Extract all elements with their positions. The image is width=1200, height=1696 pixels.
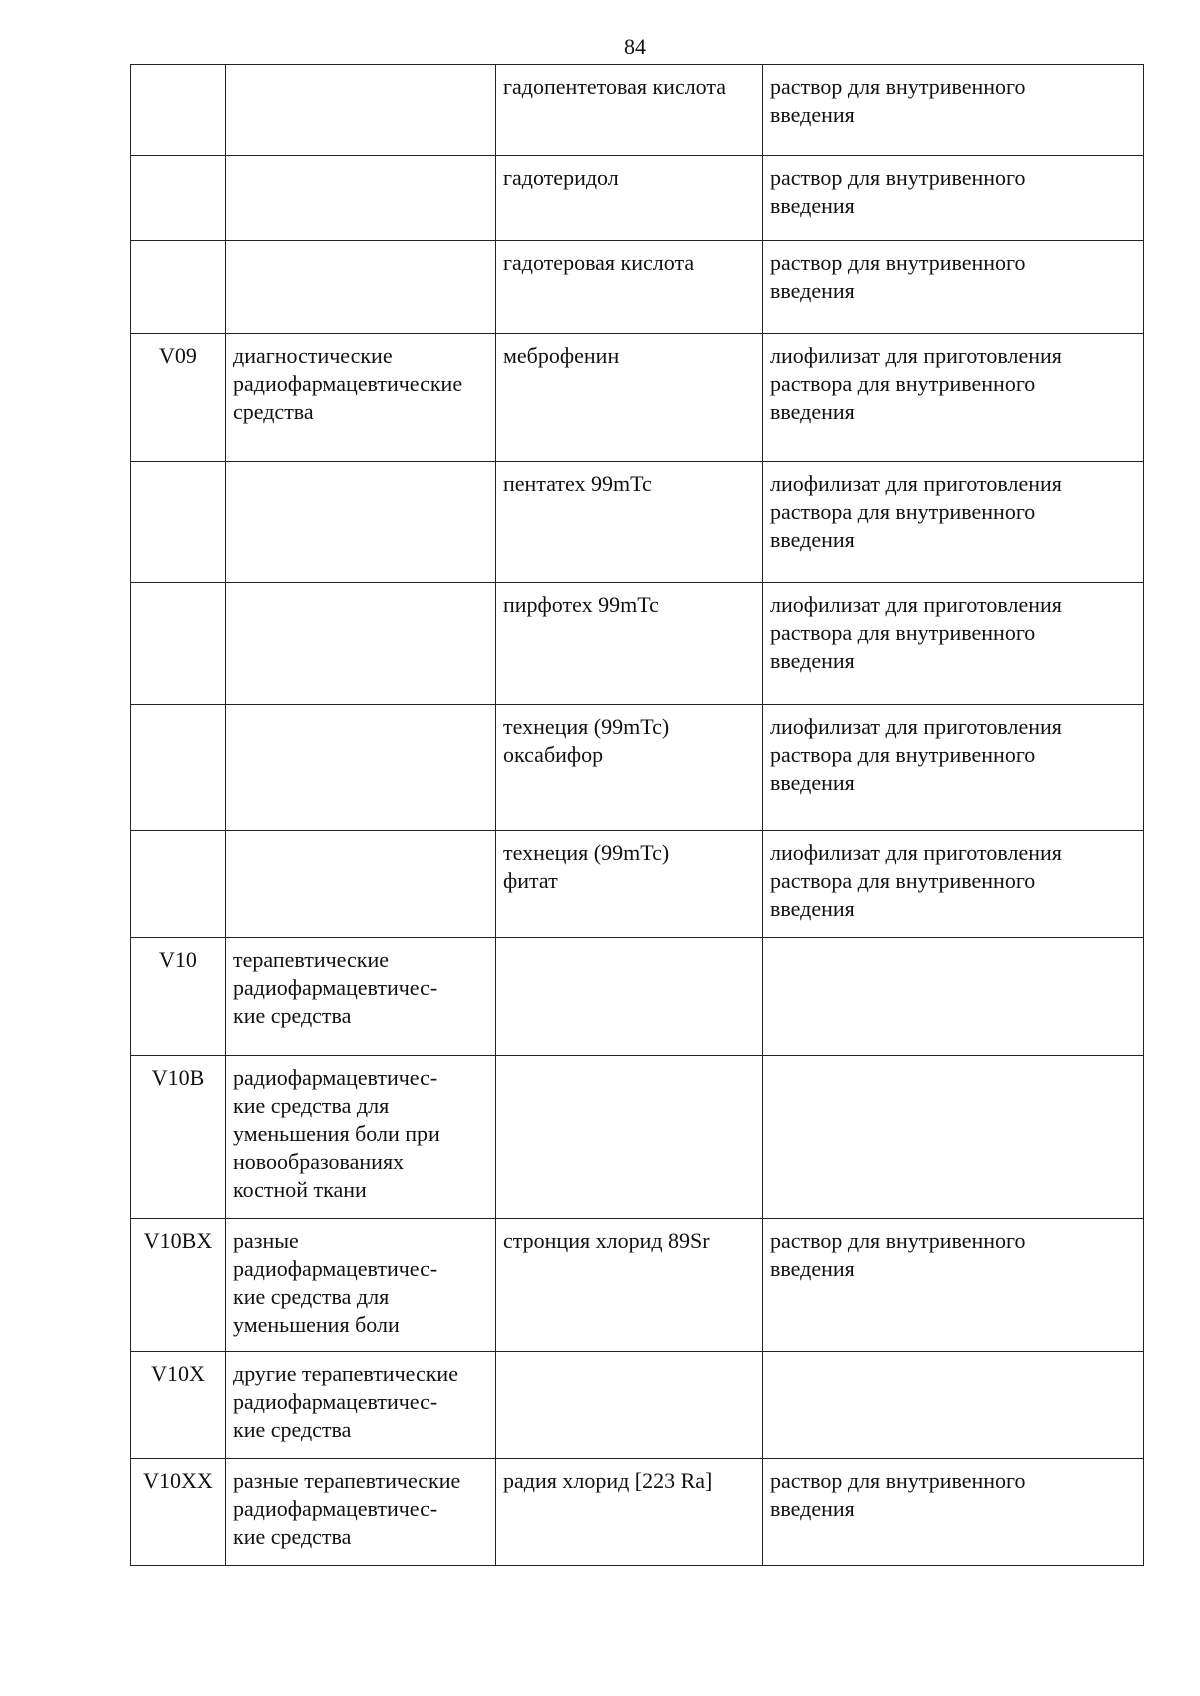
drug-name-cell: технеция (99mTc) фитат bbox=[496, 831, 763, 938]
group-cell bbox=[226, 705, 496, 831]
group-cell bbox=[226, 241, 496, 334]
atc-code-cell bbox=[131, 705, 226, 831]
table-row bbox=[131, 1459, 1144, 1566]
atc-code-cell bbox=[131, 241, 226, 334]
group-cell bbox=[226, 462, 496, 583]
table-row bbox=[131, 241, 1144, 334]
group-cell: другие терапевтические радиофармацевтичес- кие средства bbox=[226, 1352, 496, 1459]
dosage-form-cell: лиофилизат для приготовления раствора для внутривенного введения bbox=[763, 334, 1144, 462]
drug-name-cell bbox=[496, 1056, 763, 1219]
table-row bbox=[131, 1056, 1144, 1219]
group-cell: радиофармацевтичес- кие средства для уменьшения боли при новообразованиях костной ткани bbox=[226, 1056, 496, 1219]
atc-code-cell: V10X bbox=[131, 1352, 226, 1459]
table-row bbox=[131, 334, 1144, 462]
group-cell bbox=[226, 156, 496, 241]
dosage-form-cell: раствор для внутривенного введения bbox=[763, 65, 1144, 156]
dosage-form-cell: раствор для внутривенного введения bbox=[763, 156, 1144, 241]
atc-code-cell: V10XX bbox=[131, 1459, 226, 1566]
group-cell bbox=[226, 831, 496, 938]
atc-code-cell: V09 bbox=[131, 334, 226, 462]
atc-code-cell bbox=[131, 831, 226, 938]
drug-name-cell bbox=[496, 938, 763, 1056]
table-row bbox=[131, 156, 1144, 241]
atc-code-cell: V10BX bbox=[131, 1219, 226, 1352]
dosage-form-cell: лиофилизат для приготовления раствора для внутривенного введения bbox=[763, 462, 1144, 583]
group-cell: терапевтические радиофармацевтичес- кие средства bbox=[226, 938, 496, 1056]
group-cell: разные радиофармацевтичес- кие средства для уменьшения боли bbox=[226, 1219, 496, 1352]
drug-table bbox=[130, 64, 1144, 1566]
table-row bbox=[131, 831, 1144, 938]
drug-name-cell: меброфенин bbox=[496, 334, 763, 462]
page-number: 84 bbox=[624, 34, 646, 59]
dosage-form-cell: лиофилизат для приготовления раствора для внутривенного введения bbox=[763, 583, 1144, 705]
drug-name-cell: технеция (99mTc) оксабифор bbox=[496, 705, 763, 831]
dosage-form-cell: лиофилизат для приготовления раствора для внутривенного введения bbox=[763, 831, 1144, 938]
dosage-form-cell bbox=[763, 938, 1144, 1056]
atc-code-cell bbox=[131, 156, 226, 241]
drug-name-cell: пентатех 99mTc bbox=[496, 462, 763, 583]
drug-name-cell: гадопентетовая кислота bbox=[496, 65, 763, 156]
group-cell bbox=[226, 65, 496, 156]
drug-name-cell: пирфотех 99mTc bbox=[496, 583, 763, 705]
group-cell: диагностические радиофармацевтические средства bbox=[226, 334, 496, 462]
table-row bbox=[131, 1352, 1144, 1459]
dosage-form-cell: лиофилизат для приготовления раствора для внутривенного введения bbox=[763, 705, 1144, 831]
table-row bbox=[131, 705, 1144, 831]
table-row bbox=[131, 938, 1144, 1056]
dosage-form-cell: раствор для внутривенного введения bbox=[763, 1219, 1144, 1352]
dosage-form-cell bbox=[763, 1056, 1144, 1219]
drug-name-cell: радия хлорид [223 Ra] bbox=[496, 1459, 763, 1566]
drug-name-cell: стронция хлорид 89Sr bbox=[496, 1219, 763, 1352]
atc-code-cell: V10B bbox=[131, 1056, 226, 1219]
drug-name-cell: гадотеровая кислота bbox=[496, 241, 763, 334]
group-cell: разные терапевтические радиофармацевтичес- кие средства bbox=[226, 1459, 496, 1566]
atc-code-cell: V10 bbox=[131, 938, 226, 1056]
table-row bbox=[131, 462, 1144, 583]
dosage-form-cell: раствор для внутривенного введения bbox=[763, 1459, 1144, 1566]
dosage-form-cell: раствор для внутривенного введения bbox=[763, 241, 1144, 334]
atc-code-cell bbox=[131, 462, 226, 583]
drug-name-cell bbox=[496, 1352, 763, 1459]
dosage-form-cell bbox=[763, 1352, 1144, 1459]
atc-code-cell bbox=[131, 583, 226, 705]
table-row bbox=[131, 65, 1144, 156]
table-row bbox=[131, 583, 1144, 705]
group-cell bbox=[226, 583, 496, 705]
drug-name-cell: гадотеридол bbox=[496, 156, 763, 241]
table-row bbox=[131, 1219, 1144, 1352]
atc-code-cell bbox=[131, 65, 226, 156]
